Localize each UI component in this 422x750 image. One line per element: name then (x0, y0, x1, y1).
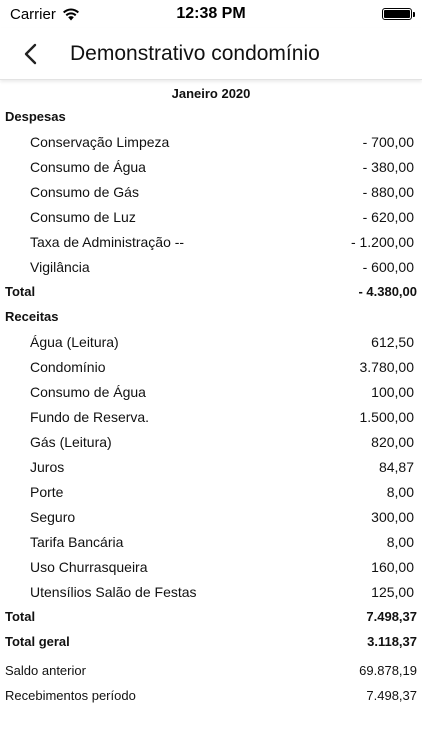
receitas-total-value: 7.498,37 (366, 609, 417, 624)
item-value: - 380,00 (362, 158, 414, 175)
item-label: Água (Leitura) (30, 333, 119, 350)
item-value: - 700,00 (362, 133, 414, 150)
item-value: - 620,00 (362, 208, 414, 225)
list-item (0, 404, 422, 429)
list-item (0, 683, 422, 708)
status-time: 12:38 PM (176, 5, 246, 22)
list-item (0, 129, 422, 154)
item-label: Consumo de Gás (30, 183, 139, 200)
despesas-total-value: - 4.380,00 (358, 284, 417, 299)
list-item (0, 454, 422, 479)
item-value: 300,00 (371, 508, 414, 525)
list-item (0, 179, 422, 204)
list-item (0, 504, 422, 529)
receitas-total-label: Total (5, 609, 36, 624)
summary-list (0, 658, 422, 708)
item-value: - 1.200,00 (350, 233, 414, 250)
item-value: 8,00 (386, 533, 414, 550)
item-label: Condomínio (30, 358, 106, 375)
item-label: Recebimentos período (5, 688, 136, 703)
item-label: Gás (Leitura) (30, 433, 112, 450)
item-value: 612,50 (371, 333, 414, 350)
back-button[interactable] (0, 28, 60, 80)
list-item (0, 379, 422, 404)
item-label: Vigilância (30, 258, 90, 275)
item-value: 820,00 (371, 433, 414, 450)
list-item (0, 254, 422, 279)
despesas-total-label: Total (5, 284, 36, 299)
despesas-header: Despesas (5, 109, 66, 124)
carrier-label: Carrier (10, 5, 56, 23)
list-item (0, 554, 422, 579)
item-value: - 600,00 (362, 258, 414, 275)
item-label: Juros (30, 458, 65, 475)
item-value: 69.878,19 (359, 663, 417, 678)
item-label: Consumo de Luz (30, 208, 136, 225)
status-bar (0, 0, 422, 28)
item-value: 7.498,37 (366, 688, 417, 703)
page-title: Demonstrativo condomínio (70, 41, 320, 65)
list-item (0, 579, 422, 604)
item-label: Taxa de Administração -- (30, 233, 185, 250)
list-item (0, 204, 422, 229)
item-label: Conservação Limpeza (30, 133, 170, 150)
item-label: Seguro (30, 508, 76, 525)
item-value: 160,00 (371, 558, 414, 575)
item-value: 3.780,00 (359, 358, 414, 375)
item-label: Tarifa Bancária (30, 533, 124, 550)
battery-icon (382, 8, 412, 20)
despesas-list (0, 129, 422, 279)
receitas-list (0, 329, 422, 604)
item-label: Uso Churrasqueira (30, 558, 148, 575)
list-item (0, 329, 422, 354)
total-geral-row (0, 629, 422, 654)
list-item (0, 658, 422, 683)
item-value: 84,87 (378, 458, 414, 475)
list-item (0, 154, 422, 179)
item-label: Consumo de Água (30, 158, 146, 175)
receitas-total-row (0, 604, 422, 629)
list-item (0, 529, 422, 554)
statement-content (0, 86, 422, 708)
status-left (10, 6, 160, 23)
total-geral-value: 3.118,37 (367, 634, 417, 649)
list-item (0, 354, 422, 379)
list-item (0, 479, 422, 504)
item-value: - 880,00 (362, 183, 414, 200)
item-label: Consumo de Água (30, 383, 146, 400)
list-item (0, 429, 422, 454)
chevron-left-icon (23, 43, 37, 65)
item-value: 125,00 (371, 583, 414, 600)
total-geral-label: Total geral (5, 634, 70, 649)
item-label: Fundo de Reserva. (30, 408, 150, 425)
wifi-icon (62, 8, 80, 21)
item-label: Porte (30, 483, 64, 500)
item-value: 100,00 (371, 383, 414, 400)
despesas-total-row (0, 279, 422, 304)
list-item (0, 229, 422, 254)
receitas-header: Receitas (5, 309, 59, 324)
period-label: Janeiro 2020 (171, 86, 251, 101)
status-right (262, 8, 412, 20)
item-label: Utensílios Salão de Festas (30, 583, 197, 600)
item-value: 1.500,00 (359, 408, 414, 425)
item-label: Saldo anterior (5, 663, 86, 678)
item-value: 8,00 (386, 483, 414, 500)
nav-bar (0, 28, 422, 80)
